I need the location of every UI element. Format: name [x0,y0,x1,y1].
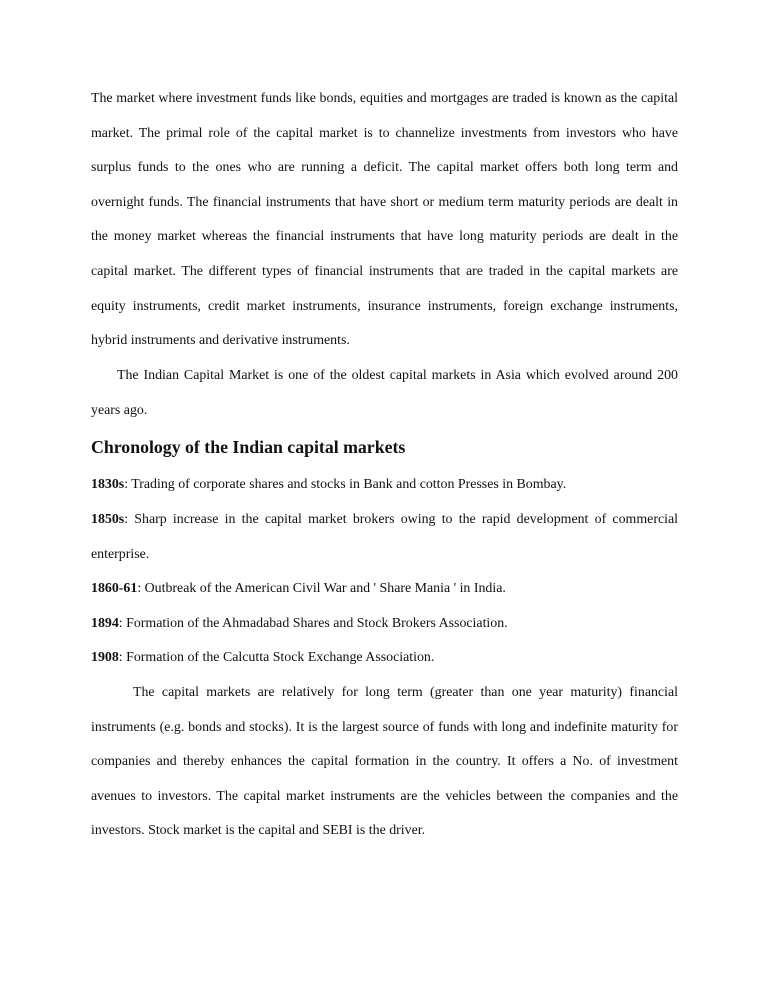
section-heading: Chronology of the Indian capital markets [91,437,406,457]
intro-paragraph: The market where investment funds like bonds, equities and mortgages are traded is known as the capital market. The primal role of the capital market is to channelize investments from investors who have surplus funds to the ones who are running a deficit. The capital market offers both long term and overnight funds. The financial instruments that have short or medium term maturity periods are dealt in the money market whereas the financial instruments that have long maturity periods are dealt in the capital market. The different types of financial instruments that are traded in the capital markets are equity instruments, credit market instruments, insurance instruments, foreign exchange instruments, hybrid instruments and derivative instruments. [91,91,678,349]
chronology-year: 1894 [91,616,119,631]
chronology-year: 1908 [91,650,119,665]
closing-paragraph: The capital markets are relatively for long term (greater than one year maturity) financial instruments (e.g. bonds and stocks). It is the largest source of funds with long and indefinite maturity for companies and thereby enhances the capital formation in the country. It offers a No. of investment avenues to investors. The capital market instruments are the vehicles between the companies and the investors. Stock market is the capital and SEBI is the driver. [91,685,678,839]
chronology-text: : Sharp increase in the capital market brokers owing to the rapid development of commercial enterprise. [91,512,678,562]
chronology-year: 1860-61 [91,581,138,596]
chronology-entry [91,607,678,642]
chronology-text: : Formation of the Ahmadabad Shares and Stock Brokers Association. [118,616,508,631]
chronology-text: : Formation of the Calcutta Stock Exchange Association. [118,650,435,665]
chronology-entry [91,503,678,572]
chronology-entry [91,572,678,607]
chronology-text: : Outbreak of the American Civil War and ' Share Mania ' in India. [137,581,506,596]
chronology-text: : Trading of corporate shares and stocks in Bank and cotton Presses in Bombay. [124,477,567,492]
chronology-entry [91,468,678,503]
indian-market-paragraph: The Indian Capital Market is one of the oldest capital markets in Asia which evolved around 200 years ago. [91,368,678,418]
chronology-year: 1850s [91,512,125,527]
chronology-entry [91,641,678,676]
chronology-year: 1830s [91,477,125,492]
